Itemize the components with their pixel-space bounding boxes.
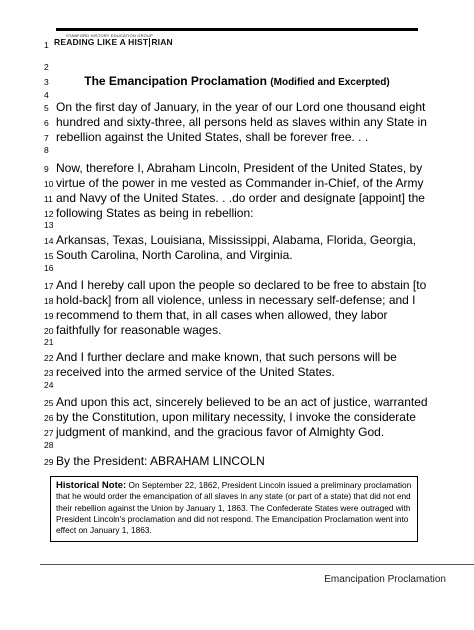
logo-subtitle: STANFORD HISTORY EDUCATION GROUP [66,33,153,38]
logo [54,37,173,47]
title-main: The Emancipation Proclamation [84,74,267,88]
line-number: 10 [44,179,54,189]
text-line: South Carolina, North Carolina, and Virginia. [56,248,293,262]
logo-text-part1: READING LIKE A HIST [54,37,149,47]
line-number: 1 [44,40,49,50]
line-number: 4 [44,90,49,100]
signature-line: By the President: ABRAHAM LINCOLN [56,454,265,468]
line-number: 14 [44,236,54,246]
text-line: by the Constitution, upon military necessity, I invoke the considerate [56,410,416,424]
line-number: 15 [44,251,54,261]
text-line: rebellion against the United States, shall be forever free. . . [56,130,369,144]
text-line: And I hereby call upon the people so declared to be free to abstain [to [56,278,427,292]
text-line: And upon this act, sincerely believed to be an act of justice, warranted [56,395,428,409]
header-rule [56,28,418,31]
line-number: 26 [44,413,54,423]
text-line: faithfully for reasonable wages. [56,323,222,337]
text-line: Now, therefore I, Abraham Lincoln, President of the United States, by [56,161,423,175]
line-number: 11 [44,194,53,204]
line-number: 24 [44,380,54,390]
line-number: 3 [44,77,49,87]
line-number: 16 [44,263,54,273]
line-number: 6 [44,118,49,128]
text-line: virtue of the power in me vested as Commander in-Chief, of the Army [56,176,424,190]
text-line: On the first day of January, in the year of our Lord one thousand eight [56,100,426,114]
line-number: 9 [44,164,49,174]
text-line: received into the armed service of the United States. [56,365,335,379]
text-line: And I further declare and make known, that such persons will be [56,350,397,364]
historical-note-box [50,476,418,542]
line-number: 20 [44,326,54,336]
text-line: recommend to them that, in all cases when allowed, they labor [56,308,388,322]
line-number: 21 [44,337,54,347]
footer-label: Emancipation Proclamation [324,574,446,585]
historical-note-text: On September 22, 1862, President Lincoln issued a preliminary proclamation that he would order the emancipation of all slaves in any state (or part of a state) that did not end their rebellion against the Union by January 1, 1863. The Confederate States were outraged with President Lincoln's proclamation and did not respond. The Emancipation Proclamation went into effect on January 1, 1863. [56,480,412,536]
text-line: and Navy of the United States. . .do order and designate [appoint] the [56,191,425,205]
line-number: 8 [44,145,49,155]
line-number: 2 [44,62,49,72]
text-line: following States as being in rebellion: [56,206,254,220]
line-number: 29 [44,457,54,467]
document-title [0,74,474,88]
line-number: 5 [44,103,49,113]
line-number: 17 [44,281,54,291]
text-line: Arkansas, Texas, Louisiana, Mississippi, Alabama, Florida, Georgia, [56,233,416,247]
line-number: 13 [44,220,54,230]
line-number: 23 [44,368,54,378]
line-number: 19 [44,311,54,321]
footer-rule [40,564,474,565]
line-number: 22 [44,353,54,363]
line-number: 27 [44,428,54,438]
text-line: judgment of mankind, and the gracious favor of Almighty God. [56,425,385,439]
line-number: 28 [44,440,54,450]
text-line: hundred and sixty-three, all persons held as slaves within any State in [56,115,427,129]
line-number: 12 [44,209,54,219]
logo-text-part2: RIAN [151,37,173,47]
title-subtitle: (Modified and Excerpted) [270,77,390,88]
historical-note-label: Historical Note: [56,480,127,491]
line-number: 25 [44,398,54,408]
line-number: 7 [44,133,49,143]
text-line: hold-back] from all violence, unless in necessary self-defense; and I [56,293,416,307]
line-number: 18 [44,296,54,306]
